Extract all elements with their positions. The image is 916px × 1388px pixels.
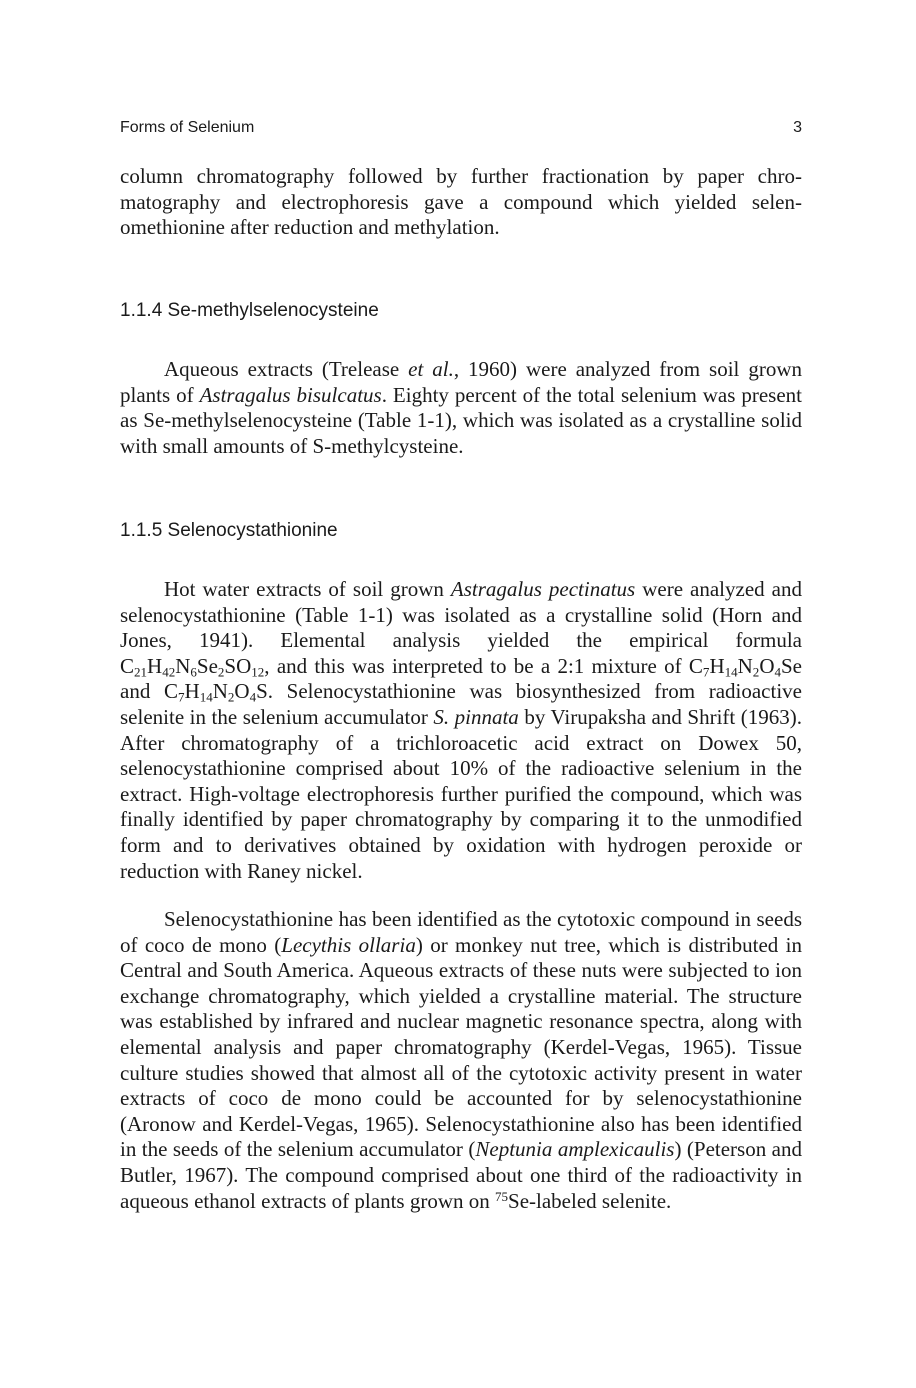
page-number: 3: [793, 119, 802, 136]
text-run: , 1960) were analyzed from soil grown plants of: [120, 357, 802, 407]
species-name: Lecythis ollaria: [281, 932, 416, 957]
running-title: Forms of Selenium: [120, 119, 255, 136]
paragraph-se-methylselenocysteine: [120, 357, 802, 459]
paragraph-text: column chromatography followed by further fractionation by paper chromatography and electrophoresis gave a compound which yielded selenomethionine after reduction and methylation.: [120, 164, 802, 240]
running-header: [120, 119, 802, 141]
text-run: Se-labeled selenite.: [508, 1188, 672, 1213]
chemical-formula: $C_7H_{14}N_2O_4S$: [163, 679, 268, 705]
text-run: Aqueous extracts (Trelease: [164, 357, 409, 381]
text-run: . Selenocystathionine was biosynthesized from radioactive selenite in the selenium accumulator: [120, 679, 802, 729]
text-run: Hot water extracts of soil grown: [164, 577, 451, 601]
paragraph-continuation: [120, 164, 802, 241]
section-heading-1-1-5: 1.1.5 Selenocystathionine: [120, 520, 338, 541]
italic-run: et al.: [408, 357, 454, 381]
text-run: ) or monkey nut tree, which is distributed in Central and South America. Aqueous extracts of these nuts were subjected to ion exchange chromatography, which yielded a crystalline material. The structure was established by infrared and nuclear magnetic resonance spectra, along with elemental analysis and paper chromatography (Kerdel-Vegas, 1965). Tissue culture studies showed that almost all of the cytotoxic activity present in water extracts of coco de mono could be accounted for by selenocystathionine (Aronow and Kerdel-Vegas, 1965). Selenocystathionine also has been identified in the seeds of the selenium accumulator (: [120, 932, 802, 1162]
text-run: . Eighty percent of the total selenium was present as Se-methylselenocysteine (Table 1-1), which was isolated as a crystalline solid with small amounts of S-methylcysteine.: [120, 382, 802, 458]
chemical-formula: $C_7H_{14}N_2O_4Se$: [688, 653, 802, 680]
species-name: S. pinnata: [433, 704, 519, 729]
text-run: Selenocystathionine has been identified as the cytotoxic compound in seeds of coco de mono (: [120, 907, 802, 957]
text-run: were analyzed and selenocystathionine (Table 1-1) was isolated as a crystalline solid (Horn and Jones, 1941). Elemental analysis yielded the empirical formula: [120, 577, 802, 653]
chemical-formula: $C_{21}H_{42}N_6Se_2SO_{12}$: [120, 653, 265, 680]
species-name: Neptunia amplexicaulis: [475, 1137, 675, 1162]
isotope-superscript: 75: [495, 1188, 509, 1204]
species-name: Astragalus pectinatus: [450, 577, 636, 601]
text-run: by Virupaksha and Shrift (1963). After chromatography of a trichloroacetic acid extract on Dowex 50, selenocystathionine comprised about 10% of the radioactive selenium in the extract. High-voltage electrophoresis further purified the compound, which was finally identified by paper chromatography by comparing it to the unmodified form and to derivatives obtained by oxidation with hydrogen peroxide or reduction with Raney nickel.: [120, 704, 802, 883]
species-name: Astragalus bisulcatus: [199, 382, 382, 407]
section-heading-1-1-4: 1.1.4 Se-methylselenocysteine: [120, 300, 379, 321]
paragraph-selenocystathionine-2: [120, 907, 802, 1214]
text-run: , and this was interpreted to be a 2:1 mixture of: [264, 653, 689, 678]
paragraph-selenocystathionine-1: [120, 577, 802, 884]
text-run: and: [120, 679, 164, 704]
text-run: ) (Peterson and Butler, 1967). The compound comprised about one third of the radioactivity in aqueous ethanol extracts of plants grown on: [120, 1137, 802, 1213]
